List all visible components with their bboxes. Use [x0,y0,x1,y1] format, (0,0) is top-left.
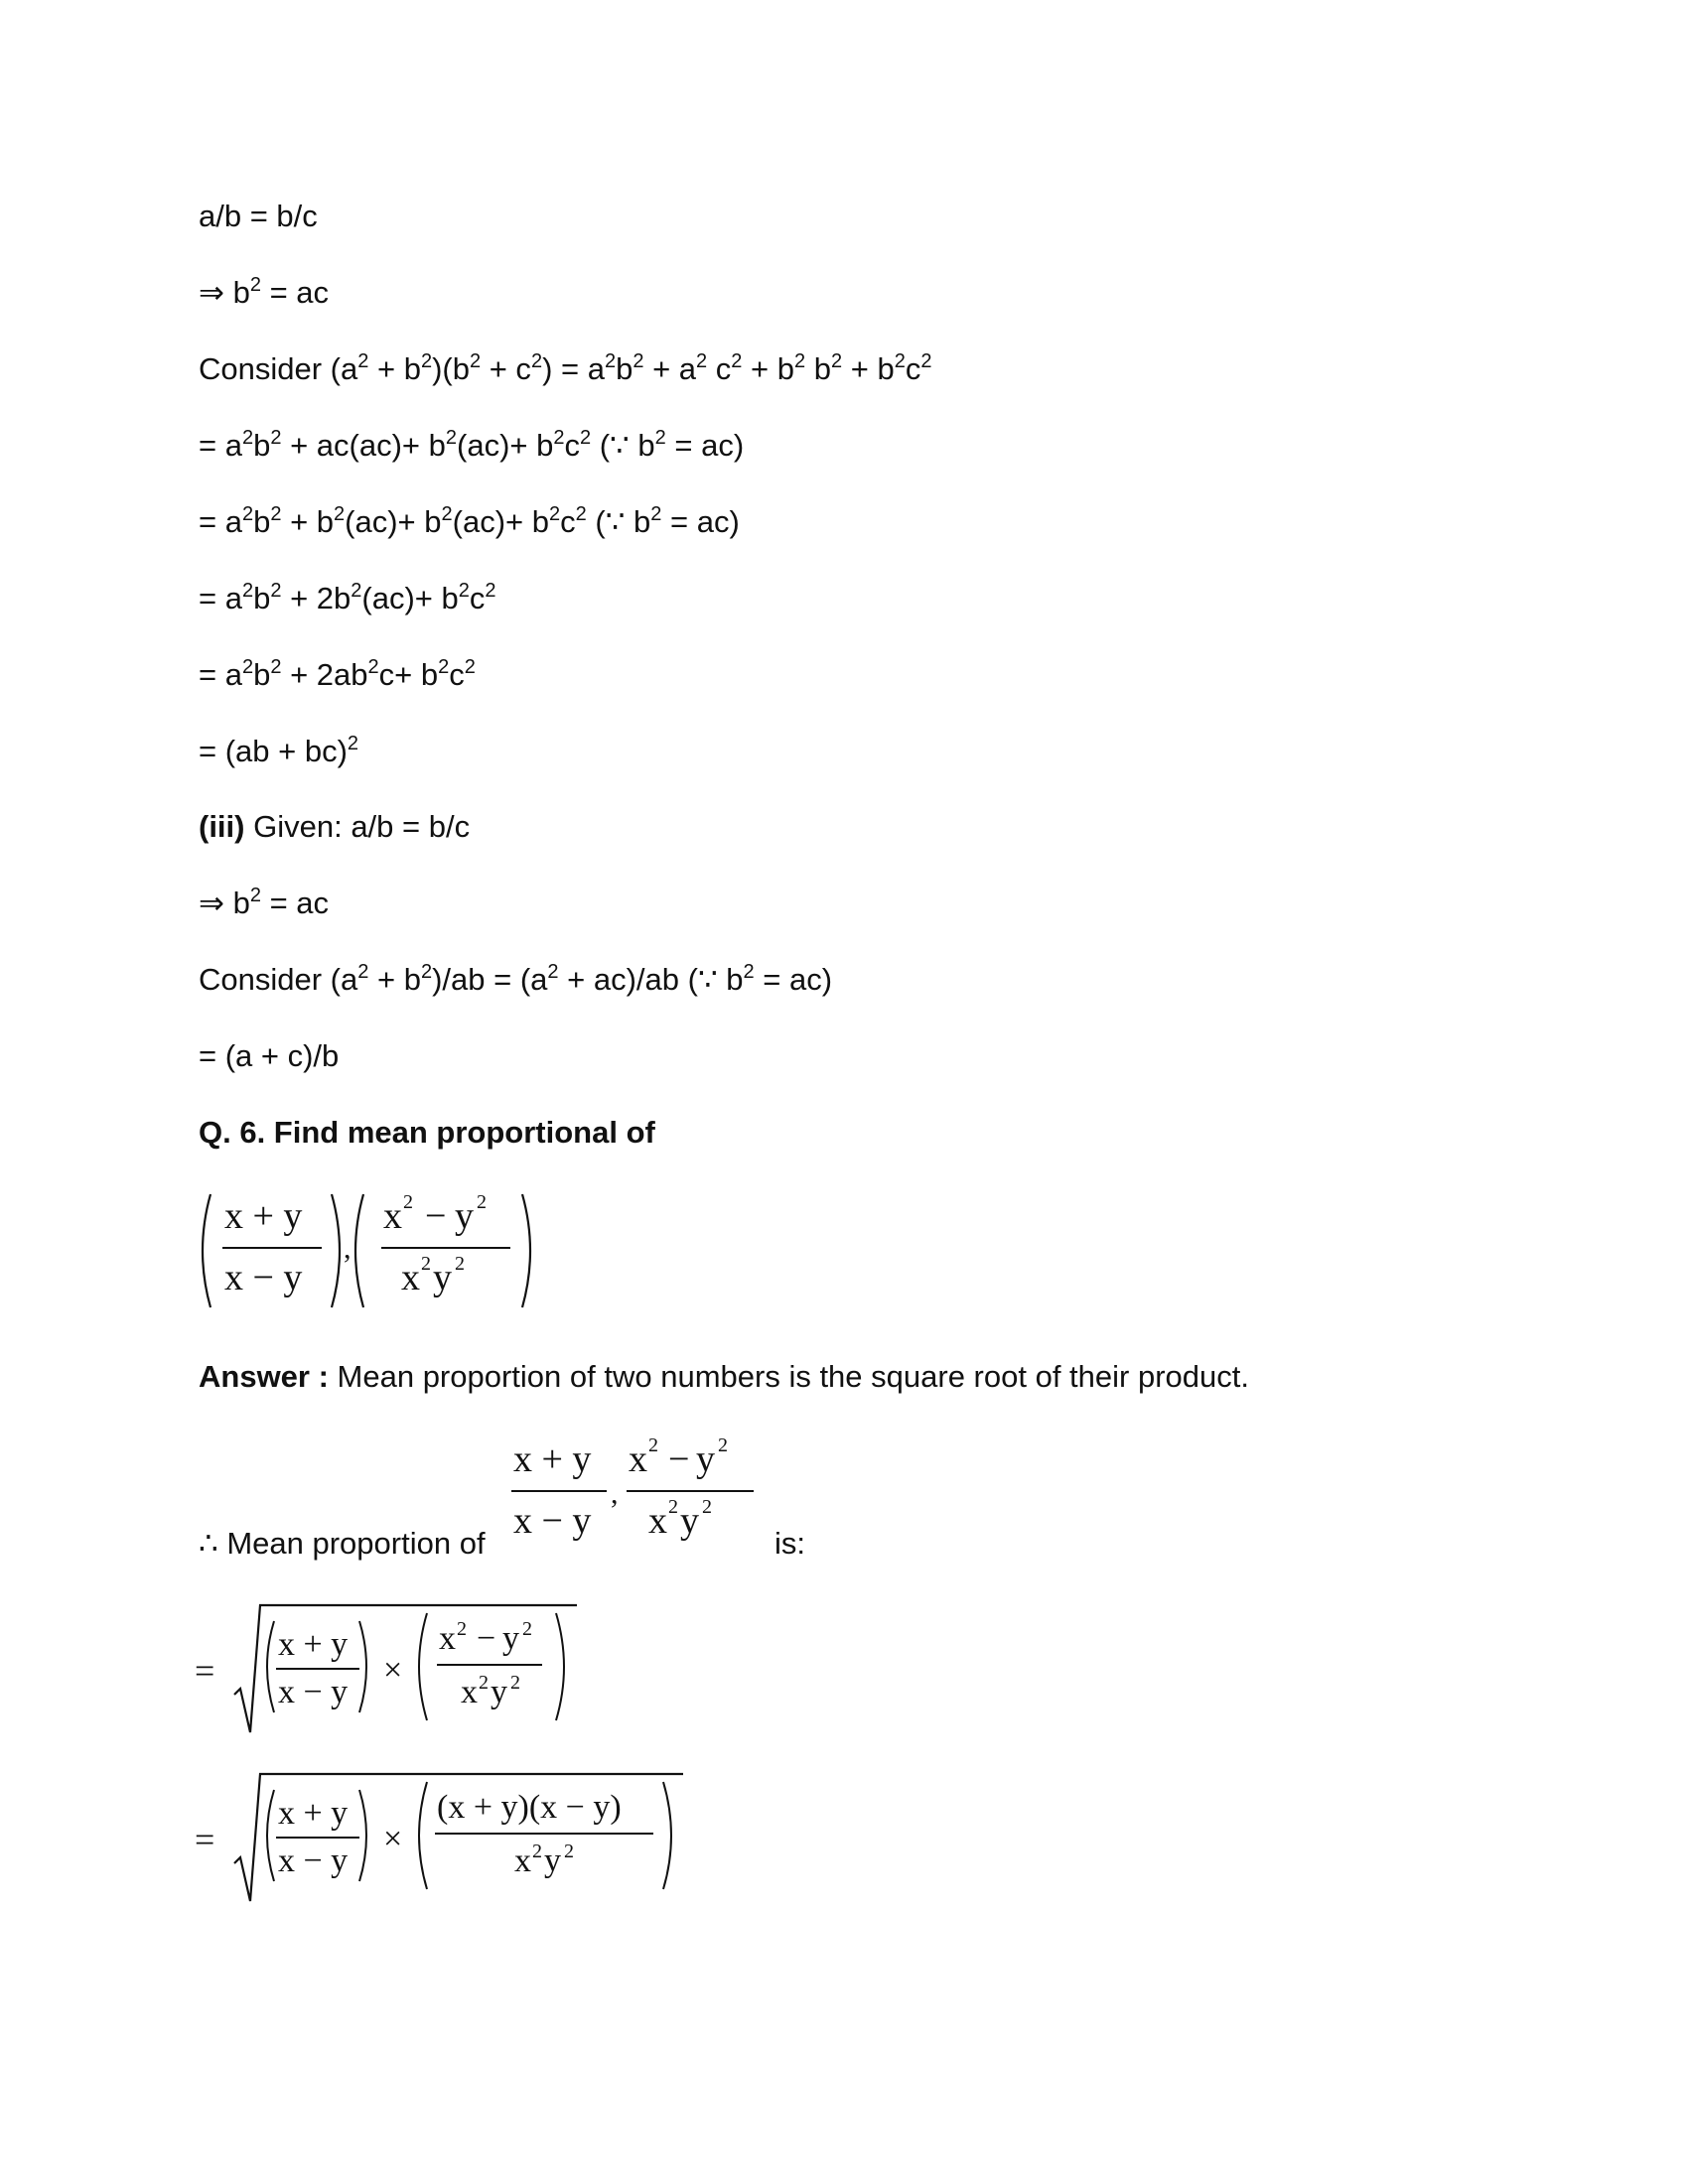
part-iii-heading [199,807,470,847]
eq-text: Given: a/b = b/c [244,809,471,844]
right-paren [332,1194,340,1307]
denominator: x − y [513,1500,592,1542]
eq-line-5 [199,502,740,542]
is-text: is: [774,1526,805,1561]
superscript: 2 [420,961,433,983]
eq-text: + c [481,351,531,386]
exponent: 2 [522,1618,532,1640]
right-paren [522,1194,530,1307]
superscript: 2 [650,503,662,525]
var-x: x [383,1195,402,1237]
eq-text: b [253,581,271,615]
exponent: 2 [510,1672,520,1694]
var-y: y [696,1438,715,1480]
eq-text: c+ b [378,657,439,692]
eq-text: = a [199,504,242,539]
superscript: 2 [530,350,543,372]
answer-line [199,1357,1249,1397]
superscript: 2 [547,961,559,983]
superscript: 2 [894,350,906,372]
eq-text: = ac) [661,504,740,539]
eq-text: + 2b [281,581,352,615]
eq-text: b [805,351,831,386]
superscript: 2 [464,656,476,678]
answer-text: Mean proportion of two numbers is the square root of their product. [328,1359,1249,1394]
superscript: 2 [731,350,743,372]
var-y: y [680,1500,699,1542]
eq-text: b [616,351,633,386]
times-sign: × [383,1652,403,1689]
superscript: 2 [580,427,592,449]
exponent: 2 [455,1253,465,1275]
superscript: 2 [241,580,254,602]
var-x: x [461,1674,478,1710]
comma: , [344,1232,352,1265]
exponent: 2 [648,1434,658,1456]
superscript: 2 [241,427,254,449]
eq-text: a/b = b/c [199,199,318,233]
eq-text: )(b [432,351,470,386]
numerator: x + y [513,1438,592,1480]
radical-step-2 [195,1772,711,1911]
eq-line-7 [199,655,476,695]
right-paren [359,1790,366,1881]
superscript: 2 [458,580,470,602]
eq-text: c [564,428,580,463]
superscript: 2 [830,350,843,372]
superscript: 2 [553,427,565,449]
right-paren [663,1782,671,1889]
eq-text: + b [368,351,421,386]
eq-text: ) = a [542,351,605,386]
superscript: 2 [441,503,453,525]
superscript: 2 [438,656,450,678]
eq-text: = (ab + bc) [199,734,348,768]
eq-text: (ac)+ b [361,581,459,615]
superscript: 2 [357,961,369,983]
eq-text: Consider (a [199,351,358,386]
eq-line-12 [199,1036,339,1076]
minus-sign: − [668,1438,690,1480]
equals-sign: = [195,1820,215,1859]
minus-sign: − [477,1620,496,1657]
eq-line-4 [199,426,744,466]
superscript: 2 [420,350,433,372]
superscript: 2 [445,427,458,449]
eq-text: + b [842,351,895,386]
eq-line-2 [199,273,329,313]
var-y: y [502,1620,519,1657]
right-paren [556,1613,564,1720]
superscript: 2 [241,656,254,678]
superscript: 2 [920,350,932,372]
var-x: x [648,1500,667,1542]
left-paren [267,1621,274,1712]
eq-text: + b [742,351,794,386]
superscript: 2 [633,350,644,372]
right-paren [359,1621,366,1712]
eq-text: = a [199,581,242,615]
minus-sign: − [425,1195,447,1237]
var-y: y [491,1674,507,1710]
numerator: x + y [224,1195,303,1237]
eq-line-6 [199,579,496,618]
eq-line-1 [199,197,318,236]
eq-text: (ac)+ b [457,428,554,463]
eq-text: ⇒ b [199,886,250,920]
eq-text: c [707,351,732,386]
exponent: 2 [668,1496,678,1518]
superscript: 2 [743,961,755,983]
eq-text: c [560,504,576,539]
equals-sign: = [195,1651,215,1691]
numerator: x + y [278,1626,349,1663]
times-sign: × [383,1821,403,1857]
inline-fraction-pair [511,1430,770,1559]
eq-line-3 [199,349,931,389]
denominator: x − y [224,1257,303,1298]
denominator: x − y [278,1674,349,1710]
eq-text: (ac)+ b [452,504,550,539]
var-x: x [439,1620,456,1657]
eq-text: Consider (a [199,962,358,997]
left-paren [203,1194,211,1307]
therefore-text: ∴ Mean proportion of [199,1526,486,1561]
left-paren [419,1782,427,1889]
question-6-heading [199,1113,655,1153]
exponent: 2 [457,1618,467,1640]
var-x: x [401,1257,420,1298]
eq-text: (∵ b [586,504,651,539]
superscript: 2 [357,350,369,372]
exponent: 2 [532,1841,542,1862]
eq-text: + ac(ac)+ b [281,428,446,463]
var-y: y [455,1195,474,1237]
therefore-line [199,1524,486,1564]
superscript: 2 [241,503,254,525]
eq-text: + b [281,504,335,539]
eq-text: = ac) [665,428,745,463]
eq-text: = ac [260,886,330,920]
eq-text: = a [199,657,242,692]
eq-text: )/ab = (a [432,962,548,997]
eq-text: + 2ab [281,657,368,692]
eq-line-11 [199,960,832,1000]
eq-text: ⇒ b [199,275,250,310]
superscript: 2 [696,350,708,372]
eq-text: = (a + c)/b [199,1038,340,1073]
eq-text: = a [199,428,242,463]
eq-text: b [253,428,271,463]
eq-text: + b [368,962,421,997]
eq-text: b [253,504,271,539]
eq-line-8 [199,732,358,771]
superscript: 2 [351,580,362,602]
exponent: 2 [564,1841,574,1862]
superscript: 2 [270,656,282,678]
superscript: 2 [270,427,282,449]
exponent: 2 [421,1253,431,1275]
radical-step-1 [195,1603,612,1742]
eq-text: (ac)+ b [345,504,442,539]
numerator: x + y [278,1795,349,1832]
eq-text: = ac) [754,962,833,997]
superscript: 2 [794,350,806,372]
exponent: 2 [479,1672,489,1694]
exponent: 2 [403,1191,413,1213]
part-label: (iii) [199,809,245,844]
var-x: x [629,1438,647,1480]
superscript: 2 [249,885,261,906]
exponent: 2 [718,1434,728,1456]
superscript: 2 [270,503,282,525]
left-paren [419,1613,427,1720]
eq-text: b [253,657,271,692]
var-y: y [544,1843,561,1879]
left-paren [267,1790,274,1881]
eq-text: (∵ b [591,428,655,463]
superscript: 2 [334,503,346,525]
answer-label: Answer : [199,1359,329,1394]
comma: , [611,1477,619,1510]
var-y: y [433,1257,452,1298]
var-x: x [514,1843,531,1879]
superscript: 2 [367,656,379,678]
exponent: 2 [477,1191,487,1213]
is-label [774,1524,805,1564]
superscript: 2 [654,427,666,449]
superscript: 2 [249,274,261,296]
denominator: x − y [278,1843,349,1879]
superscript: 2 [575,503,587,525]
superscript: 2 [469,350,482,372]
superscript: 2 [485,580,496,602]
eq-text: + ac)/ab (∵ b [558,962,744,997]
superscript: 2 [604,350,617,372]
question-text: Q. 6. Find mean proportional of [199,1115,655,1150]
eq-line-10 [199,884,329,923]
numerator-product: (x + y)(x − y) [437,1789,622,1826]
eq-text: = ac [260,275,330,310]
superscript: 2 [347,733,359,754]
eq-text: c [905,351,921,386]
question-formula [195,1186,552,1315]
superscript: 2 [270,580,282,602]
eq-text: c [469,581,486,615]
exponent: 2 [702,1496,712,1518]
eq-text: c [449,657,465,692]
superscript: 2 [549,503,561,525]
left-paren [355,1194,363,1307]
eq-text: + a [643,351,697,386]
